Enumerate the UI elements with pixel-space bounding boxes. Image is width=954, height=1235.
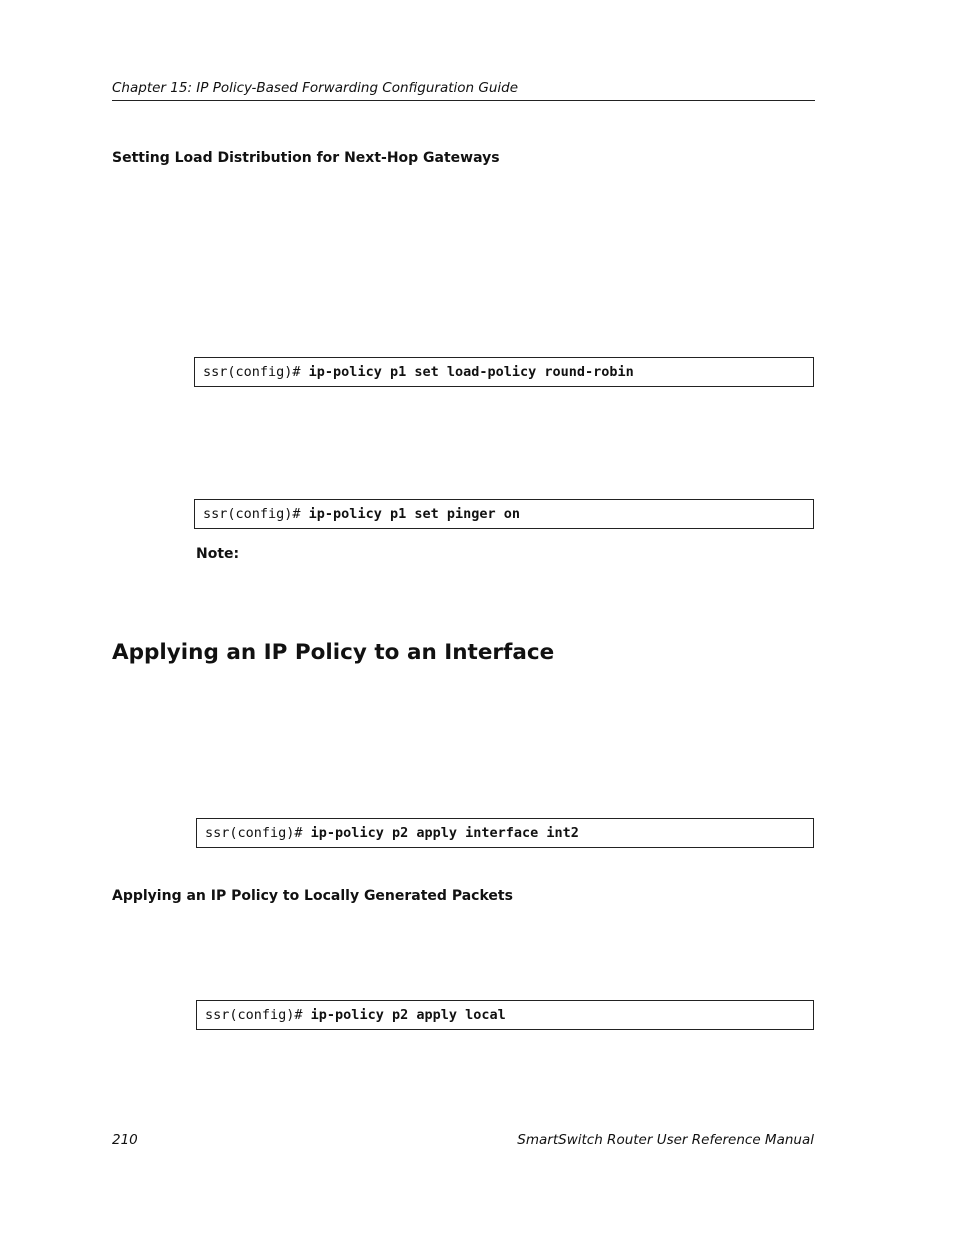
manual-title: SmartSwitch Router User Reference Manual [517,1132,814,1148]
subheading-apply-local: Applying an IP Policy to Locally Generated Packets [112,888,513,904]
section-heading-apply-interface: Applying an IP Policy to an Interface [112,640,555,665]
code-command: ip-policy p2 apply interface int2 [310,825,579,841]
code-block-pinger [194,499,814,529]
code-command: ip-policy p2 apply local [310,1007,506,1023]
code-prompt: ssr(config)# [203,506,309,522]
code-block-load-policy [194,357,814,387]
code-block-apply-interface [196,818,814,848]
code-prompt: ssr(config)# [205,1007,311,1023]
code-command: ip-policy p1 set pinger on [308,506,520,522]
subheading-load-distribution: Setting Load Distribution for Next-Hop Gateways [112,150,500,166]
page-number: 210 [112,1132,138,1148]
note-label: Note: [196,546,240,562]
code-block-apply-local [196,1000,814,1030]
code-prompt: ssr(config)# [205,825,311,841]
running-header: Chapter 15: IP Policy-Based Forwarding Configuration Guide [112,80,519,96]
code-command: ip-policy p1 set load-policy round-robin [308,364,634,380]
header-divider [112,100,815,101]
code-prompt: ssr(config)# [203,364,309,380]
